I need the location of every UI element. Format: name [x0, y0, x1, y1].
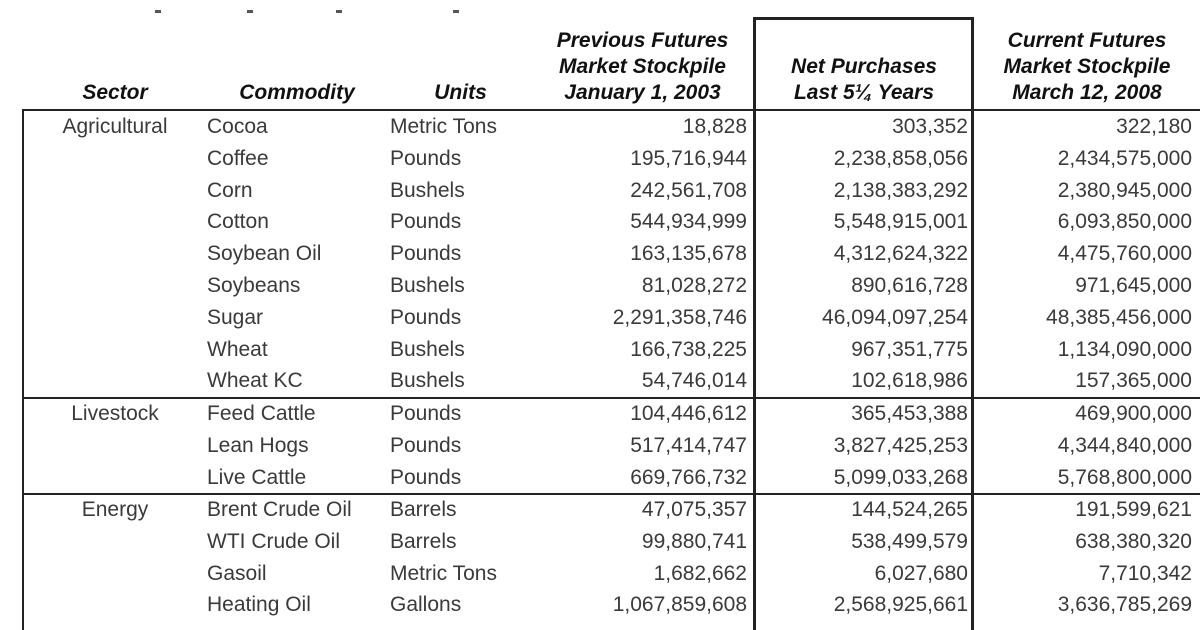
net-cell: 967,351,775: [851, 337, 968, 361]
current-cell: 1,134,090,000: [1057, 337, 1192, 361]
previous-cell: 54,746,014: [641, 369, 747, 393]
commodity-cell: Soybeans: [207, 274, 301, 297]
left-border: [22, 110, 24, 630]
previous-cell: 163,135,678: [630, 242, 747, 266]
net-cell: 4,312,624,322: [833, 242, 968, 266]
units-cell: Barrels: [390, 498, 457, 521]
net-cell: 2,238,858,056: [833, 146, 968, 170]
commodity-cell: Wheat: [207, 337, 268, 361]
commodity-cell: WTI Crude Oil: [207, 529, 341, 553]
top-edge-marks: [0, 0, 1200, 20]
commodity-cell: Corn: [207, 178, 253, 202]
previous-cell: 104,446,612: [630, 402, 747, 425]
net-cell: 538,499,579: [851, 529, 968, 553]
previous-cell: 18,828: [682, 115, 747, 138]
current-cell: 971,645,000: [1075, 274, 1192, 297]
commodity-cell: Cocoa: [207, 115, 268, 138]
sector-label: Energy: [81, 498, 149, 521]
header-units: Units: [434, 81, 487, 104]
commodity-cell: Sugar: [207, 305, 264, 329]
current-cell: 7,710,342: [1098, 561, 1192, 585]
commodity-cell: Live Cattle: [207, 465, 307, 489]
units-cell: Pounds: [390, 433, 462, 457]
units-cell: Bushels: [390, 337, 465, 361]
units-cell: Pounds: [390, 305, 462, 329]
current-cell: 322,180: [1116, 115, 1192, 138]
previous-cell: 99,880,741: [641, 529, 747, 553]
net-cell: 5,548,915,001: [833, 210, 968, 234]
current-cell: 2,380,945,000: [1057, 178, 1192, 202]
commodity-cell: Wheat KC: [207, 369, 303, 393]
header-net-purchases: Net Purchases Last 5¼ Years: [791, 55, 937, 104]
commodity-cell: Soybean Oil: [207, 242, 322, 266]
commodity-cell: Feed Cattle: [207, 402, 316, 425]
previous-cell: 242,561,708: [630, 178, 747, 202]
net-column-top-border: [753, 17, 974, 20]
previous-cell: 544,934,999: [630, 210, 747, 234]
sector-label: Livestock: [71, 402, 159, 425]
net-cell: 3,827,425,253: [833, 433, 968, 457]
commodity-cell: Brent Crude Oil: [207, 498, 352, 521]
previous-cell: 1,067,859,608: [612, 593, 747, 617]
commodity-cell: Gasoil: [207, 561, 267, 585]
net-cell: 2,138,383,292: [833, 178, 968, 202]
current-cell: 191,599,621: [1075, 498, 1192, 521]
commodity-cell: Cotton: [207, 210, 269, 234]
units-cell: Bushels: [390, 178, 465, 202]
previous-cell: 669,766,732: [630, 465, 747, 489]
header-commodity: Commodity: [239, 81, 355, 104]
previous-cell: 517,414,747: [630, 433, 747, 457]
previous-cell: 2,291,358,746: [612, 305, 747, 329]
current-cell: 157,365,000: [1075, 369, 1192, 393]
units-cell: Metric Tons: [390, 115, 497, 138]
header-sector: Sector: [82, 81, 148, 104]
current-cell: 3,636,785,269: [1057, 593, 1192, 617]
net-cell: 46,094,097,254: [822, 305, 968, 329]
units-cell: Bushels: [390, 274, 465, 297]
net-cell: 144,524,265: [851, 498, 968, 521]
current-cell: 5,768,800,000: [1057, 465, 1192, 489]
header-previous: Previous Futures Market Stockpile January 1, 2003: [556, 29, 729, 104]
header-divider: [22, 109, 1200, 111]
units-cell: Barrels: [390, 529, 457, 553]
units-cell: Bushels: [390, 369, 465, 393]
net-cell: 2,568,925,661: [833, 593, 968, 617]
previous-cell: 195,716,944: [630, 146, 747, 170]
net-cell: 890,616,728: [851, 274, 968, 297]
units-cell: Pounds: [390, 146, 462, 170]
current-cell: 48,385,456,000: [1046, 305, 1192, 329]
units-cell: Pounds: [390, 402, 462, 425]
net-cell: 303,352: [892, 115, 968, 138]
previous-cell: 1,682,662: [653, 561, 747, 585]
units-cell: Pounds: [390, 465, 462, 489]
units-cell: Pounds: [390, 242, 462, 266]
commodity-cell: Heating Oil: [207, 593, 311, 617]
commodity-cell: Coffee: [207, 146, 269, 170]
current-cell: 6,093,850,000: [1057, 210, 1192, 234]
units-cell: Metric Tons: [390, 561, 497, 585]
current-cell: 638,380,320: [1075, 529, 1192, 553]
commodity-cell: Lean Hogs: [207, 433, 309, 457]
net-cell: 5,099,033,268: [833, 465, 968, 489]
net-cell: 102,618,986: [851, 369, 968, 393]
current-cell: 2,434,575,000: [1057, 146, 1192, 170]
units-cell: Gallons: [390, 593, 462, 617]
previous-cell: 47,075,357: [641, 498, 747, 521]
net-cell: 365,453,388: [851, 402, 968, 425]
current-cell: 469,900,000: [1075, 402, 1192, 425]
header-current: Current Futures Market Stockpile March 12, 2008: [1003, 29, 1171, 104]
previous-cell: 166,738,225: [630, 337, 747, 361]
units-cell: Pounds: [390, 210, 462, 234]
current-cell: 4,475,760,000: [1057, 242, 1192, 266]
net-cell: 6,027,680: [874, 561, 968, 585]
sector-label: Agricultural: [62, 115, 168, 138]
previous-cell: 81,028,272: [641, 274, 747, 297]
current-cell: 4,344,840,000: [1057, 433, 1192, 457]
